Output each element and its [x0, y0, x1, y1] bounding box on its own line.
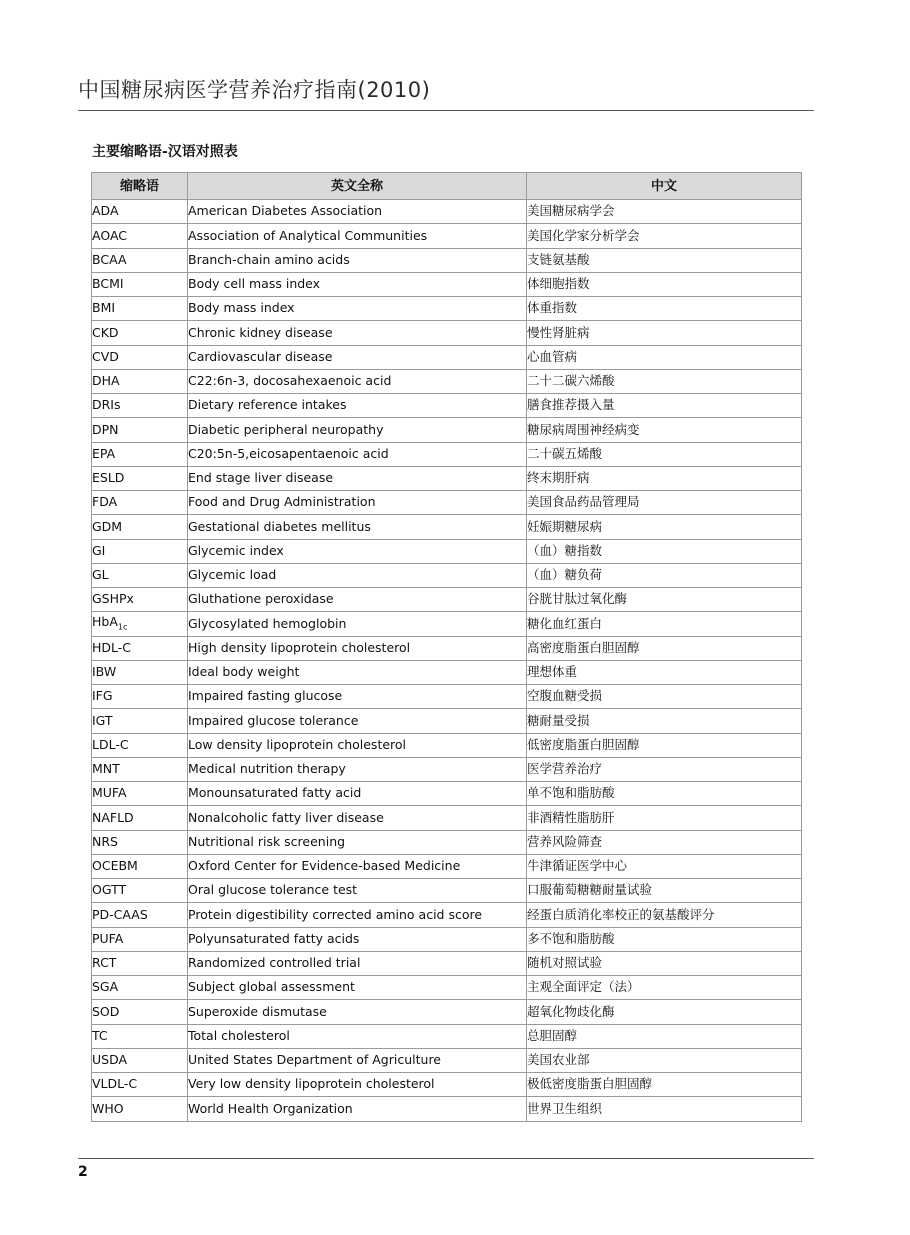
cell-chinese-name: 总胆固醇	[527, 1024, 802, 1048]
table-row	[92, 854, 802, 878]
cell-chinese-name: 二十碳五烯酸	[527, 442, 802, 466]
table-row	[92, 903, 802, 927]
footer-divider	[78, 1158, 814, 1159]
cell-chinese-name: 体细胞指数	[527, 272, 802, 296]
cell-english-name: Monounsaturated fatty acid	[188, 782, 527, 806]
cell-english-name: Dietary reference intakes	[188, 394, 527, 418]
cell-chinese-name: 美国化学家分析学会	[527, 224, 802, 248]
cell-english-name: Medical nutrition therapy	[188, 757, 527, 781]
table-row	[92, 369, 802, 393]
cell-abbreviation: TC	[92, 1024, 188, 1048]
cell-abbreviation: IBW	[92, 660, 188, 684]
cell-chinese-name: 高密度脂蛋白胆固醇	[527, 636, 802, 660]
cell-chinese-name: 终末期肝病	[527, 466, 802, 490]
cell-english-name: Cardiovascular disease	[188, 345, 527, 369]
cell-abbreviation: GI	[92, 539, 188, 563]
cell-abbreviation: ADA	[92, 200, 188, 224]
cell-chinese-name: 谷胱甘肽过氧化酶	[527, 588, 802, 612]
cell-english-name: Protein digestibility corrected amino acid score	[188, 903, 527, 927]
table-row	[92, 321, 802, 345]
table-row	[92, 563, 802, 587]
cell-english-name: World Health Organization	[188, 1097, 527, 1121]
cell-chinese-name: 低密度脂蛋白胆固醇	[527, 733, 802, 757]
cell-english-name: Subject global assessment	[188, 976, 527, 1000]
cell-english-name: Food and Drug Administration	[188, 491, 527, 515]
cell-english-name: Glycemic index	[188, 539, 527, 563]
cell-abbreviation: CVD	[92, 345, 188, 369]
cell-chinese-name: 牛津循证医学中心	[527, 854, 802, 878]
cell-abbreviation: BCAA	[92, 248, 188, 272]
table-row	[92, 442, 802, 466]
cell-english-name: Superoxide dismutase	[188, 1000, 527, 1024]
cell-abbreviation: OCEBM	[92, 854, 188, 878]
cell-abbreviation: DPN	[92, 418, 188, 442]
cell-chinese-name: 极低密度脂蛋白胆固醇	[527, 1073, 802, 1097]
cell-chinese-name: 二十二碳六烯酸	[527, 369, 802, 393]
cell-english-name: United States Department of Agriculture	[188, 1048, 527, 1072]
cell-chinese-name: 美国糖尿病学会	[527, 200, 802, 224]
cell-abbreviation: RCT	[92, 951, 188, 975]
cell-english-name: Body cell mass index	[188, 272, 527, 296]
cell-chinese-name: 非酒精性脂肪肝	[527, 806, 802, 830]
table-row	[92, 1097, 802, 1121]
table-row	[92, 418, 802, 442]
cell-chinese-name: 医学营养治疗	[527, 757, 802, 781]
cell-english-name: Glycemic load	[188, 563, 527, 587]
cell-abbreviation: GL	[92, 563, 188, 587]
cell-abbreviation: CKD	[92, 321, 188, 345]
table-row	[92, 636, 802, 660]
cell-english-name: Randomized controlled trial	[188, 951, 527, 975]
cell-chinese-name: 妊娠期糖尿病	[527, 515, 802, 539]
table-row	[92, 200, 802, 224]
table-row	[92, 515, 802, 539]
cell-abbreviation: SOD	[92, 1000, 188, 1024]
cell-english-name: Nutritional risk screening	[188, 830, 527, 854]
table-body	[92, 200, 802, 1122]
cell-abbreviation: OGTT	[92, 879, 188, 903]
table-row	[92, 879, 802, 903]
section-title: 主要缩略语-汉语对照表	[92, 144, 238, 160]
cell-chinese-name: （血）糖负荷	[527, 563, 802, 587]
cell-abbreviation: GDM	[92, 515, 188, 539]
cell-abbreviation: NRS	[92, 830, 188, 854]
column-header-chinese: 中文	[527, 173, 802, 200]
cell-english-name: Polyunsaturated fatty acids	[188, 927, 527, 951]
subscript-text: 1c	[117, 622, 128, 632]
cell-abbreviation: PUFA	[92, 927, 188, 951]
cell-chinese-name: 体重指数	[527, 297, 802, 321]
cell-english-name: Body mass index	[188, 297, 527, 321]
cell-english-name: Impaired fasting glucose	[188, 685, 527, 709]
table-row	[92, 782, 802, 806]
cell-abbreviation: MUFA	[92, 782, 188, 806]
cell-english-name: Ideal body weight	[188, 660, 527, 684]
cell-chinese-name: 糖尿病周围神经病变	[527, 418, 802, 442]
cell-english-name: Oxford Center for Evidence-based Medicine	[188, 854, 527, 878]
table-row	[92, 345, 802, 369]
table-row	[92, 1000, 802, 1024]
table-row	[92, 466, 802, 490]
column-header-english: 英文全称	[188, 173, 527, 200]
cell-chinese-name: 心血管病	[527, 345, 802, 369]
cell-english-name: C22:6n-3, docosahexaenoic acid	[188, 369, 527, 393]
table-row	[92, 491, 802, 515]
cell-abbreviation: DHA	[92, 369, 188, 393]
cell-chinese-name: 糖化血红蛋白	[527, 612, 802, 636]
cell-abbreviation: HDL-C	[92, 636, 188, 660]
cell-abbreviation: IFG	[92, 685, 188, 709]
cell-chinese-name: 随机对照试验	[527, 951, 802, 975]
cell-english-name: Glycosylated hemoglobin	[188, 612, 527, 636]
cell-abbreviation: HbA$_{1c}$	[92, 612, 188, 636]
cell-english-name: Diabetic peripheral neuropathy	[188, 418, 527, 442]
cell-chinese-name: 单不饱和脂肪酸	[527, 782, 802, 806]
table-row	[92, 394, 802, 418]
table-row	[92, 224, 802, 248]
cell-english-name: Association of Analytical Communities	[188, 224, 527, 248]
cell-abbreviation: BMI	[92, 297, 188, 321]
table-header-row	[92, 173, 802, 200]
page-header-title: 中国糖尿病医学营养治疗指南(2010)	[78, 78, 431, 102]
cell-chinese-name: 超氧化物歧化酶	[527, 1000, 802, 1024]
cell-chinese-name: 理想体重	[527, 660, 802, 684]
cell-chinese-name: 支链氨基酸	[527, 248, 802, 272]
table-row	[92, 951, 802, 975]
cell-english-name: Very low density lipoprotein cholesterol	[188, 1073, 527, 1097]
table-row	[92, 1024, 802, 1048]
table-row	[92, 733, 802, 757]
cell-english-name: High density lipoprotein cholesterol	[188, 636, 527, 660]
table-row	[92, 612, 802, 636]
cell-english-name: Chronic kidney disease	[188, 321, 527, 345]
cell-abbreviation: AOAC	[92, 224, 188, 248]
table-row	[92, 248, 802, 272]
cell-abbreviation: GSHPx	[92, 588, 188, 612]
cell-chinese-name: 空腹血糖受损	[527, 685, 802, 709]
cell-abbreviation: IGT	[92, 709, 188, 733]
cell-chinese-name: （血）糖指数	[527, 539, 802, 563]
cell-abbreviation: WHO	[92, 1097, 188, 1121]
cell-chinese-name: 美国农业部	[527, 1048, 802, 1072]
cell-chinese-name: 世界卫生组织	[527, 1097, 802, 1121]
cell-chinese-name: 糖耐量受损	[527, 709, 802, 733]
table-row	[92, 539, 802, 563]
cell-chinese-name: 口服葡萄糖糖耐量试验	[527, 879, 802, 903]
cell-english-name: Oral glucose tolerance test	[188, 879, 527, 903]
cell-english-name: Low density lipoprotein cholesterol	[188, 733, 527, 757]
page-number: 2	[78, 1164, 88, 1180]
cell-abbreviation: PD-CAAS	[92, 903, 188, 927]
cell-english-name: American Diabetes Association	[188, 200, 527, 224]
cell-abbreviation: ESLD	[92, 466, 188, 490]
table-row	[92, 685, 802, 709]
cell-english-name: Total cholesterol	[188, 1024, 527, 1048]
cell-english-name: Impaired glucose tolerance	[188, 709, 527, 733]
column-header-abbreviation: 缩略语	[92, 173, 188, 200]
cell-chinese-name: 膳食推荐摄入量	[527, 394, 802, 418]
cell-abbreviation: EPA	[92, 442, 188, 466]
table-row	[92, 757, 802, 781]
header-divider	[78, 110, 814, 111]
cell-chinese-name: 营养风险筛查	[527, 830, 802, 854]
table-row	[92, 1073, 802, 1097]
cell-abbreviation: BCMI	[92, 272, 188, 296]
cell-english-name: Gestational diabetes mellitus	[188, 515, 527, 539]
table-row	[92, 927, 802, 951]
cell-abbreviation: USDA	[92, 1048, 188, 1072]
table-row	[92, 1048, 802, 1072]
cell-chinese-name: 主观全面评定（法）	[527, 976, 802, 1000]
cell-abbreviation: DRIs	[92, 394, 188, 418]
cell-abbreviation: FDA	[92, 491, 188, 515]
table-row	[92, 976, 802, 1000]
cell-chinese-name: 经蛋白质消化率校正的氨基酸评分	[527, 903, 802, 927]
cell-english-name: Branch-chain amino acids	[188, 248, 527, 272]
cell-chinese-name: 美国食品药品管理局	[527, 491, 802, 515]
abbreviation-table	[91, 172, 802, 1122]
table-row	[92, 660, 802, 684]
cell-chinese-name: 慢性肾脏病	[527, 321, 802, 345]
cell-abbreviation: MNT	[92, 757, 188, 781]
cell-chinese-name: 多不饱和脂肪酸	[527, 927, 802, 951]
table-row	[92, 588, 802, 612]
table-row	[92, 709, 802, 733]
table-row	[92, 830, 802, 854]
cell-english-name: End stage liver disease	[188, 466, 527, 490]
cell-english-name: Gluthatione peroxidase	[188, 588, 527, 612]
cell-english-name: C20:5n-5,eicosapentaenoic acid	[188, 442, 527, 466]
cell-english-name: Nonalcoholic fatty liver disease	[188, 806, 527, 830]
cell-abbreviation: NAFLD	[92, 806, 188, 830]
cell-abbreviation: LDL-C	[92, 733, 188, 757]
cell-abbreviation: VLDL-C	[92, 1073, 188, 1097]
table-row	[92, 272, 802, 296]
cell-abbreviation: SGA	[92, 976, 188, 1000]
table-row	[92, 806, 802, 830]
table-row	[92, 297, 802, 321]
